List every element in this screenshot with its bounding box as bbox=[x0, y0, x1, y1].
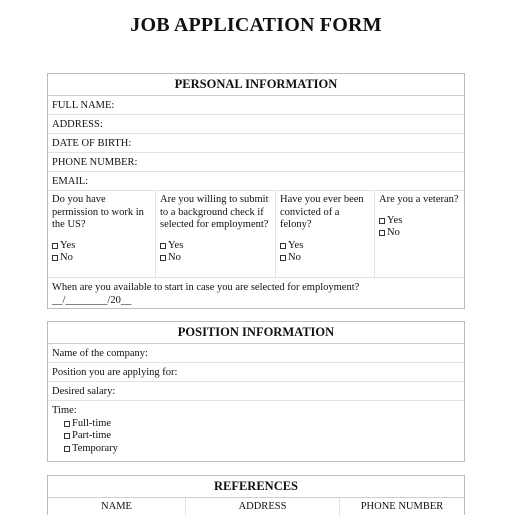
desired-salary-field[interactable]: Desired salary: bbox=[48, 382, 464, 401]
checkbox-icon[interactable] bbox=[52, 243, 58, 249]
references-section bbox=[47, 475, 465, 515]
references-header-row bbox=[48, 497, 464, 516]
phone-number-field[interactable]: PHONE NUMBER: bbox=[48, 153, 464, 172]
part-time-option[interactable] bbox=[64, 430, 460, 443]
felony-yes-option[interactable] bbox=[280, 240, 370, 253]
checkbox-icon[interactable] bbox=[64, 433, 70, 439]
personal-information-section bbox=[47, 73, 465, 309]
background-check-no-option[interactable] bbox=[160, 252, 271, 265]
felony-no-option[interactable] bbox=[280, 252, 370, 265]
option-label: No bbox=[387, 227, 400, 238]
checkbox-icon[interactable] bbox=[280, 243, 286, 249]
reference-name-column: NAME bbox=[48, 498, 186, 516]
checkbox-icon[interactable] bbox=[64, 421, 70, 427]
work-permission-question bbox=[48, 191, 156, 277]
time-label: Time: bbox=[52, 405, 77, 416]
work-permission-yes-option[interactable] bbox=[52, 240, 151, 253]
option-label: Yes bbox=[288, 239, 304, 251]
company-name-field[interactable]: Name of the company: bbox=[48, 344, 464, 363]
option-label: Temporary bbox=[72, 442, 118, 454]
date-of-birth-field[interactable]: DATE OF BIRTH: bbox=[48, 134, 464, 153]
position-information-section bbox=[47, 321, 465, 462]
question-text: Are you a veteran? bbox=[379, 194, 459, 205]
address-field[interactable]: ADDRESS: bbox=[48, 115, 464, 134]
veteran-no-option[interactable] bbox=[379, 227, 460, 240]
time-field bbox=[48, 401, 464, 455]
references-heading: REFERENCES bbox=[213, 479, 299, 493]
temporary-option[interactable] bbox=[64, 443, 460, 456]
personal-information-heading: PERSONAL INFORMATION bbox=[48, 74, 464, 96]
option-label: Yes bbox=[168, 239, 184, 251]
question-text: Do you have permission to work in the US? bbox=[52, 194, 144, 230]
question-text: Have you ever been convicted of a felony? bbox=[280, 194, 364, 230]
option-label: No bbox=[168, 252, 181, 263]
full-time-option[interactable] bbox=[64, 418, 460, 431]
option-label: No bbox=[60, 252, 73, 263]
page-title: JOB APPLICATION FORM bbox=[130, 14, 382, 36]
question-text: Are you willing to submit to a background check if selected for employment? bbox=[160, 194, 269, 230]
option-label: Full-time bbox=[72, 417, 112, 429]
checkbox-icon[interactable] bbox=[379, 230, 385, 236]
checkbox-icon[interactable] bbox=[64, 446, 70, 452]
email-field[interactable]: EMAIL: bbox=[48, 172, 464, 191]
checkbox-icon[interactable] bbox=[379, 218, 385, 224]
option-label: Yes bbox=[387, 214, 403, 226]
work-permission-no-option[interactable] bbox=[52, 252, 151, 265]
availability-question: When are you available to start in case you are selected for employment? bbox=[52, 282, 360, 293]
felony-question bbox=[276, 191, 375, 277]
option-label: Part-time bbox=[72, 430, 112, 441]
reference-phone-column: PHONE NUMBER bbox=[360, 501, 444, 512]
checkbox-icon[interactable] bbox=[52, 255, 58, 261]
question-grid bbox=[48, 191, 464, 278]
background-check-yes-option[interactable] bbox=[160, 240, 271, 253]
availability-date-blank[interactable]: __/________/20__ bbox=[52, 294, 132, 306]
position-applied-field[interactable]: Position you are applying for: bbox=[48, 363, 464, 382]
availability-field[interactable] bbox=[48, 278, 464, 312]
checkbox-icon[interactable] bbox=[280, 255, 286, 261]
option-label: Yes bbox=[60, 239, 76, 251]
option-label: No bbox=[288, 252, 301, 263]
veteran-yes-option[interactable] bbox=[379, 215, 460, 228]
background-check-question bbox=[156, 191, 276, 277]
checkbox-icon[interactable] bbox=[160, 255, 166, 261]
checkbox-icon[interactable] bbox=[160, 243, 166, 249]
full-name-field[interactable]: FULL NAME: bbox=[48, 96, 464, 115]
reference-address-column: ADDRESS bbox=[186, 498, 340, 516]
position-information-heading: POSITION INFORMATION bbox=[48, 322, 464, 344]
veteran-question bbox=[375, 191, 464, 277]
